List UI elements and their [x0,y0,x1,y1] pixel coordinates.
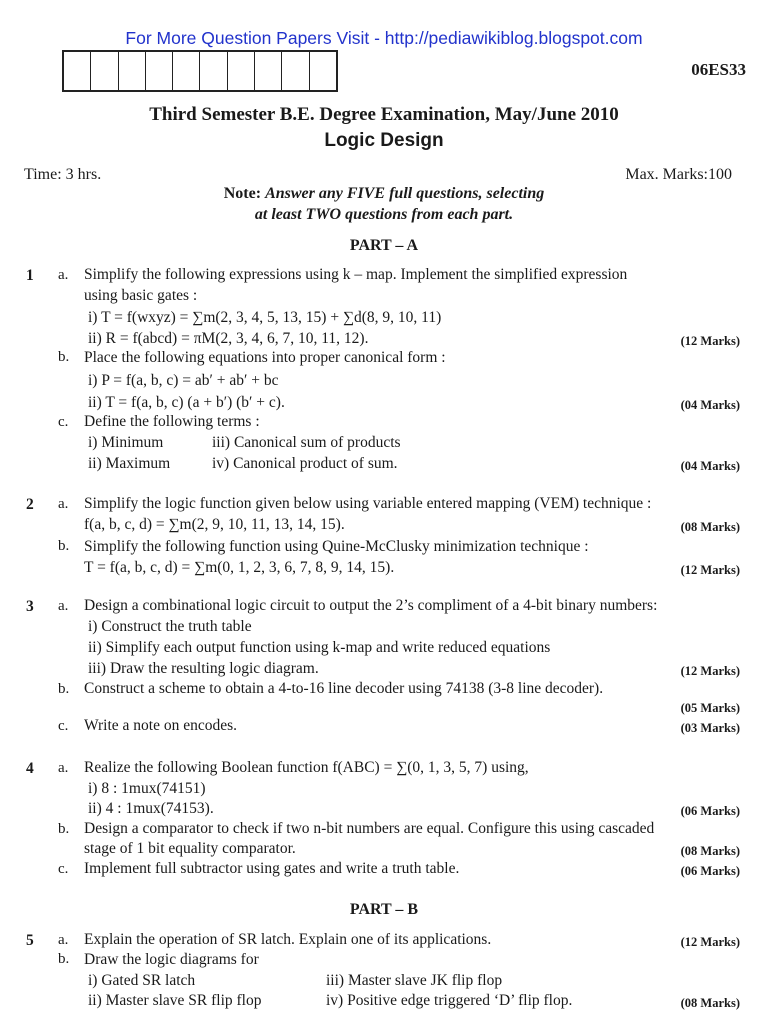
question-text: Simplify the following function using Quine-McClusky minimization technique : [84,538,589,555]
note-label: Note: [223,185,262,202]
question-text: Construct a scheme to obtain a 4-to-16 line decoder using 74138 (3-8 line decoder). [84,680,604,697]
question-number: 2 [26,496,34,513]
usn-box [91,52,118,90]
question-text: ii) Maximum [88,455,171,472]
question-text: Design a comparator to check if two n-bit numbers are equal. Configure this using cascaded [84,820,655,837]
usn-box [200,52,227,90]
subpart-label: a. [58,267,69,283]
marks-label: (06 Marks) [680,864,740,878]
question-number: 5 [26,932,34,949]
question-text: Place the following equations into proper canonical form : [84,349,446,366]
marks-label: (12 Marks) [680,935,740,949]
note-line-1 [0,185,768,203]
question-text: i) P = f(a, b, c) = ab′ + ab′ + bc [88,372,279,389]
question-text: i) Construct the truth table [88,618,252,635]
question-text: i) Gated SR latch [88,972,196,989]
question-number: 1 [26,267,34,284]
question-text: ii) Master slave SR flip flop [88,992,262,1009]
marks-label: (08 Marks) [680,996,740,1010]
question-text: using basic gates : [84,287,198,304]
paper-code: 06ES33 [691,60,746,79]
usn-box [310,52,336,90]
question-text: f(a, b, c, d) = ∑m(2, 9, 10, 11, 13, 14, 15). [84,516,345,533]
subpart-label: c. [58,718,69,734]
part-a-heading: PART – A [349,237,419,254]
marks-label: (12 Marks) [680,664,740,678]
question-text: iv) Positive edge triggered ‘D’ flip flop. [326,992,573,1009]
question-text: ii) Simplify each output function using k-map and write reduced equations [88,639,551,656]
max-marks-label: Max. Marks:100 [625,166,732,183]
question-text: Explain the operation of SR latch. Explain one of its applications. [84,931,492,948]
question-text: iii) Master slave JK flip flop [326,972,503,989]
marks-label: (04 Marks) [680,459,740,473]
time-label: Time: 3 hrs. [24,166,102,183]
usn-box [282,52,309,90]
marks-label: (03 Marks) [680,721,740,735]
website-banner[interactable]: For More Question Papers Visit - http://pediawikiblog.blogspot.com [125,28,643,48]
marks-label: (08 Marks) [680,844,740,858]
marks-label: (05 Marks) [680,701,740,715]
subpart-label: a. [58,598,69,614]
usn-box [146,52,173,90]
marks-label: (08 Marks) [680,520,740,534]
usn-box [119,52,146,90]
usn-box [255,52,282,90]
question-text: Realize the following Boolean function f(ABC) = ∑(0, 1, 3, 5, 7) using, [84,759,529,776]
note-text-1: Answer any FIVE full questions, selecting [265,185,545,202]
question-text: stage of 1 bit equality comparator. [84,840,296,857]
subpart-label: c. [58,861,69,877]
marks-label: (04 Marks) [680,398,740,412]
question-text: i) 8 : 1mux(74151) [88,780,206,797]
question-text: T = f(a, b, c, d) = ∑m(0, 1, 2, 3, 6, 7, 8, 9, 14, 15). [84,559,395,576]
question-text: i) T = f(wxyz) = ∑m(2, 3, 4, 5, 13, 15) + ∑d(8, 9, 10, 11) [88,309,442,326]
question-text: Write a note on encodes. [84,717,238,734]
subpart-label: b. [58,821,70,837]
marks-label: (12 Marks) [680,334,740,348]
question-text: i) Minimum [88,434,164,451]
question-text: iii) Draw the resulting logic diagram. [88,660,319,677]
exam-title: Third Semester B.E. Degree Examination, May/June 2010 [149,104,619,125]
question-number: 4 [26,760,34,777]
subpart-label: a. [58,496,69,512]
question-text: ii) R = f(abcd) = πM(2, 3, 4, 6, 7, 10, 11, 12). [88,330,369,347]
note-line-2: at least TWO questions from each part. [254,206,514,223]
question-text: iii) Canonical sum of products [212,434,401,451]
subpart-label: b. [58,681,70,697]
usn-box [173,52,200,90]
subject-title: Logic Design [324,130,444,151]
question-text: Simplify the following expressions using k – map. Implement the simplified expression [84,266,628,283]
subpart-label: b. [58,349,70,365]
question-text: Design a combinational logic circuit to output the 2’s compliment of a 4-bit binary numbers: [84,597,658,614]
usn-boxes [62,50,338,92]
subpart-label: a. [58,932,69,948]
question-text: iv) Canonical product of sum. [212,455,398,472]
question-number: 3 [26,598,34,615]
part-b-heading: PART – B [349,901,419,918]
question-text: Implement full subtractor using gates and write a truth table. [84,860,460,877]
question-text: ii) 4 : 1mux(74153). [88,800,214,817]
usn-box [64,52,91,90]
subpart-label: b. [58,538,70,554]
subpart-label: b. [58,951,70,967]
question-text: Simplify the logic function given below using variable entered mapping (VEM) technique : [84,495,652,512]
question-text: Define the following terms : [84,413,260,430]
subpart-label: a. [58,760,69,776]
marks-label: (12 Marks) [680,563,740,577]
subpart-label: c. [58,414,69,430]
marks-label: (06 Marks) [680,804,740,818]
usn-box [228,52,255,90]
question-text: ii) T = f(a, b, c) (a + b′) (b′ + c). [88,394,285,411]
question-text: Draw the logic diagrams for [84,951,259,968]
